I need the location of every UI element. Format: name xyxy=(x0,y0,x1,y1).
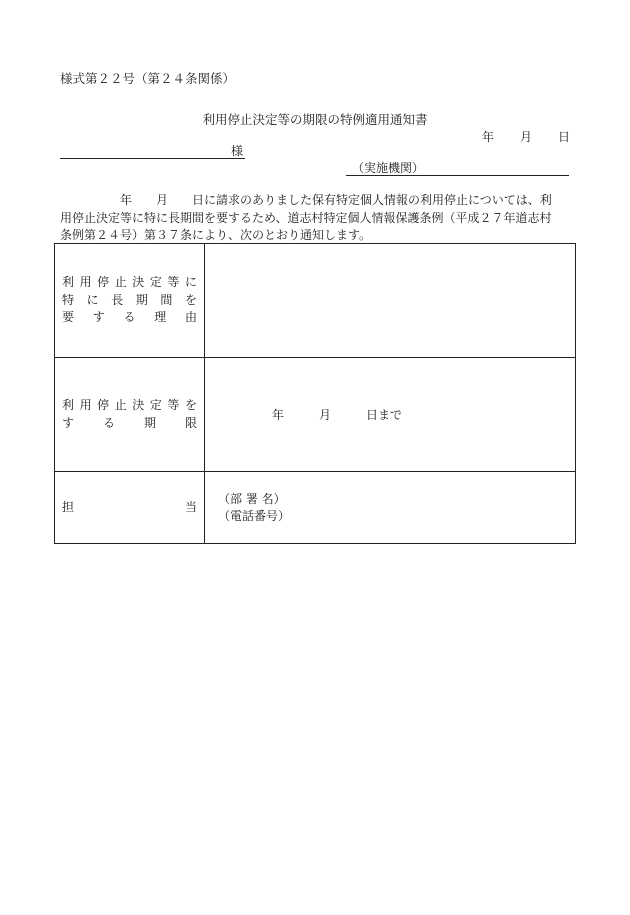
period-month: 月 xyxy=(319,408,332,422)
addressee-suffix: 様 xyxy=(230,144,243,158)
period-year: 年 xyxy=(272,408,285,422)
table-row-period xyxy=(55,358,576,472)
agency-label: （実施機関） xyxy=(352,161,425,175)
addressee-line xyxy=(60,144,245,159)
period-label-line2: す る 期 限 xyxy=(62,415,197,430)
date-month: 月 xyxy=(520,130,533,144)
period-label-cell xyxy=(55,358,205,472)
contact-phone: （電話番号） xyxy=(218,508,291,523)
period-until: 日まで xyxy=(366,408,403,422)
contact-label: 担 当 xyxy=(62,499,197,514)
table-row-contact xyxy=(55,472,576,544)
form-number: 様式第２２号（第２４条関係） xyxy=(60,71,236,86)
contact-value xyxy=(205,491,575,525)
period-value xyxy=(205,406,575,423)
period-label-line1: 利 用 停 止 決 定 等 を xyxy=(62,398,197,412)
body-line: 年 月 日に請求のありました保有特定個人情報の利用停止については、利 xyxy=(60,193,552,207)
contact-label-cell xyxy=(55,472,205,544)
period-value-cell[interactable] xyxy=(205,358,576,472)
body-paragraph xyxy=(60,192,576,245)
body-line: 条例第２４号）第３７条により、次のとおり通知します。 xyxy=(60,228,372,242)
contact-value-cell[interactable] xyxy=(205,472,576,544)
date-line xyxy=(482,128,570,145)
contact-dept: （部 署 名） xyxy=(218,491,286,506)
reason-label-line3: 要 す る 理 由 xyxy=(62,310,197,325)
date-day: 日 xyxy=(558,130,571,144)
reason-label-line2: 特 に 長 期 間 を xyxy=(62,292,197,307)
reason-value-cell[interactable] xyxy=(205,244,576,358)
notice-table xyxy=(54,243,576,544)
body-line: 用停止決定等に特に長期間を要するため、道志村特定個人情報保護条例（平成２７年道志村 xyxy=(60,210,552,225)
date-year: 年 xyxy=(482,130,495,144)
table-row-reason xyxy=(55,244,576,358)
agency-line xyxy=(346,161,569,176)
document-title: 利用停止決定等の期限の特例適用通知書 xyxy=(202,112,428,127)
reason-label-cell xyxy=(55,244,205,358)
reason-label-line1: 利 用 停 止 決 定 等 に xyxy=(62,275,197,290)
